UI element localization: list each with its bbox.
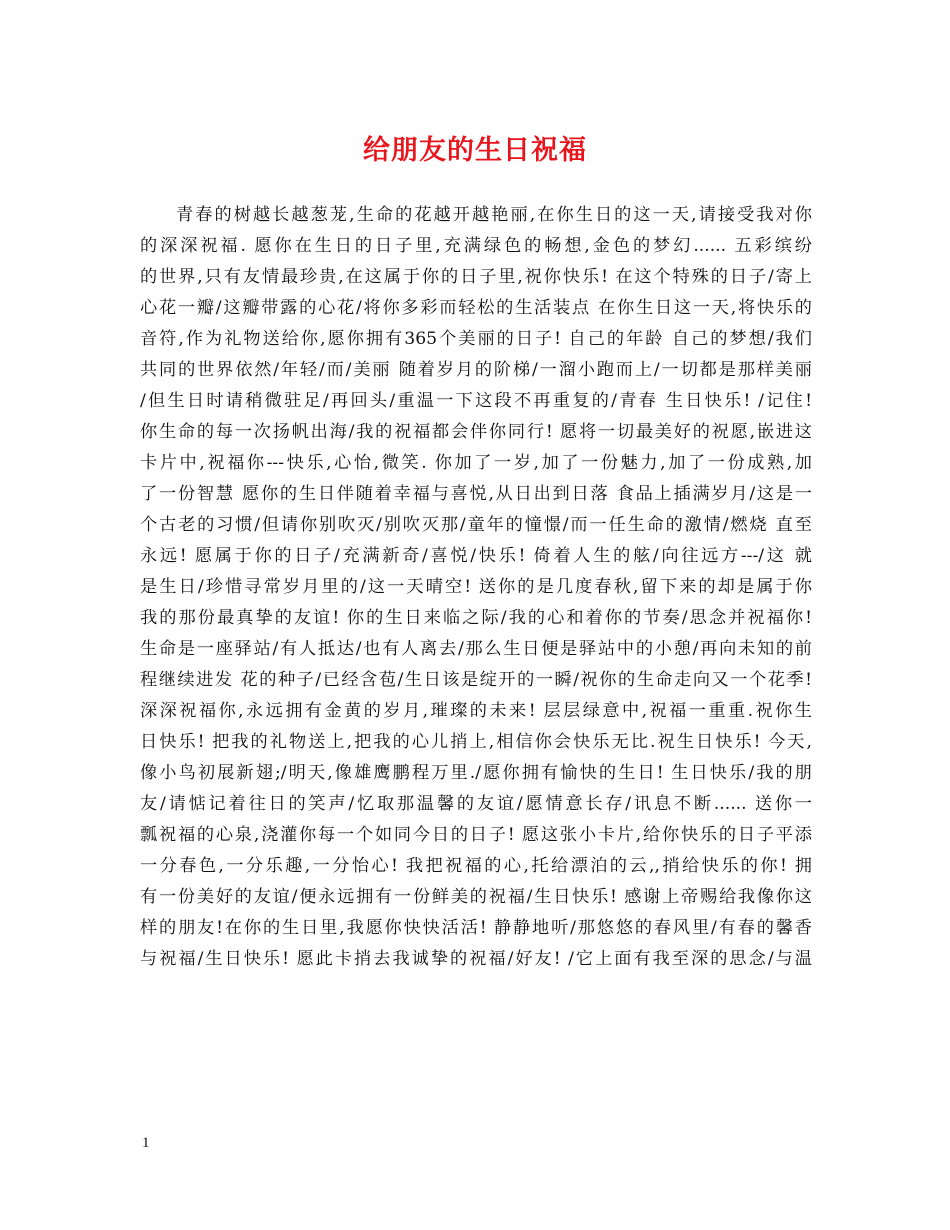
body-line: 个古老的习惯/但请你别吹灭/别吹灭那/童年的憧憬/而一任生命的激情/燃烧 直至	[140, 515, 812, 535]
body-line: 的深深祝福. 愿你在生日的日子里,充满绿色的畅想,金色的梦幻...... 五彩缤纷	[140, 236, 812, 256]
document-body	[140, 200, 812, 975]
body-line: 共同的世界依然/年轻/而/美丽 随着岁月的阶梯/一溜小跑而上/一切都是那样美丽	[140, 360, 812, 380]
body-line: 青春的树越长越葱茏,生命的花越开越艳丽,在你生日的这一天,请接受我对你	[176, 205, 812, 225]
body-line: 我的那份最真挚的友谊! 你的生日来临之际/我的心和着你的节奏/思念并祝福你!	[140, 608, 812, 628]
body-line: 瓢祝福的心泉,浇灌你每一个如同今日的日子! 愿这张小卡片,给你快乐的日子平添	[140, 825, 812, 845]
body-line: 你生命的每一次扬帆出海/我的祝福都会伴你同行! 愿将一切最美好的祝愿,嵌进这	[140, 422, 812, 442]
page-number: 1	[142, 1135, 150, 1151]
body-line: 永远! 愿属于你的日子/充满新奇/喜悦/快乐! 倚着人生的舷/向往远方---/这 就	[140, 546, 812, 566]
body-line: 了一份智慧 愿你的生日伴随着幸福与喜悦,从日出到日落 食品上插满岁月/这是一	[140, 484, 812, 504]
body-line: 样的朋友!在你的生日里,我愿你快快活活! 静静地听/那悠悠的春风里/有春的馨香	[140, 918, 812, 938]
body-line: 音符,作为礼物送给你,愿你拥有365个美丽的日子! 自己的年龄 自己的梦想/我们	[140, 329, 812, 349]
body-line: 像小鸟初展新翅;/明天,像雄鹰鹏程万里./愿你拥有愉快的生日! 生日快乐/我的朋	[140, 763, 812, 783]
body-line: 深深祝福你,永远拥有金黄的岁月,璀璨的未来! 层层绿意中,祝福一重重.祝你生	[140, 701, 812, 721]
document-title: 给朋友的生日祝福	[363, 135, 587, 166]
body-line: 有一份美好的友谊/便永远拥有一份鲜美的祝福/生日快乐! 感谢上帝赐给我像你这	[140, 887, 812, 907]
body-line: 是生日/珍惜寻常岁月里的/这一天晴空! 送你的是几度春秋,留下来的却是属于你	[140, 577, 812, 597]
body-line: 日快乐! 把我的礼物送上,把我的心儿捎上,相信你会快乐无比.祝生日快乐! 今天,	[140, 732, 812, 752]
body-line: 卡片中,祝福你---快乐,心怡,微笑. 你加了一岁,加了一份魅力,加了一份成熟,加	[140, 453, 812, 473]
body-line: 一分春色,一分乐趣,一分怡心! 我把祝福的心,托给漂泊的云,,捎给快乐的你! 拥	[140, 856, 812, 876]
body-line: 程继续进发 花的种子/已经含苞/生日该是绽开的一瞬/祝你的生命走向又一个花季!	[140, 670, 812, 690]
body-line: 生命是一座驿站/有人抵达/也有人离去/那么生日便是驿站中的小憩/再向未知的前	[140, 639, 812, 659]
body-line: 友/请惦记着往日的笑声/忆取那温馨的友谊/愿情意长存/讯息不断...... 送你一	[140, 794, 812, 814]
body-line: 与祝福/生日快乐! 愿此卡捎去我诚挚的祝福/好友! /它上面有我至深的思念/与温	[140, 949, 812, 969]
body-line: 的世界,只有友情最珍贵,在这属于你的日子里,祝你快乐! 在这个特殊的日子/寄上	[140, 267, 812, 287]
body-line: /但生日时请稍微驻足/再回头/重温一下这段不再重复的/青春 生日快乐! /记住!	[140, 391, 812, 411]
body-line: 心花一瓣/这瓣带露的心花/将你多彩而轻松的生活装点 在你生日这一天,将快乐的	[140, 298, 812, 318]
